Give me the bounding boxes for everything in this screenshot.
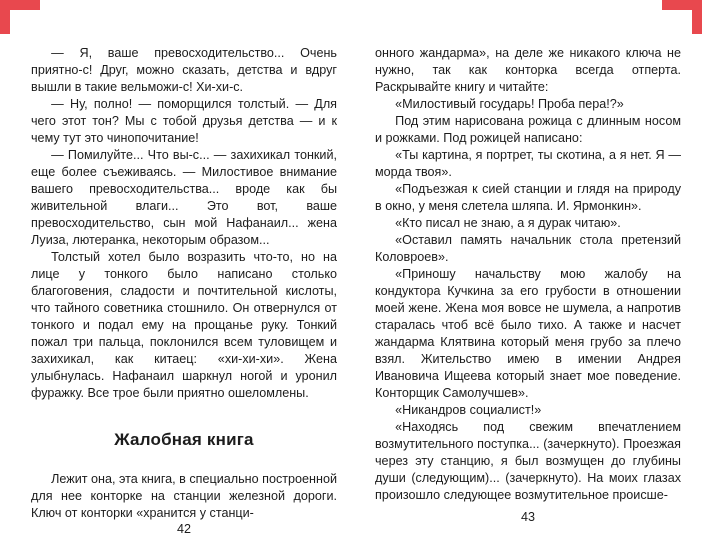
paragraph: — Помилуйте... Что вы-с... — захихикал тонкий, еще более съеживаясь. — Милостивое внимание вашего превосходительства... вроде как бы живительной влаги... Это вот, ваше превосходительство, сын мой Нафанаил... жена Луиза, лютеранка, некоторым образом... <box>31 148 337 247</box>
paragraph: Лежит она, эта книга, в специально построенной для нее конторке на станции железной дороги. Ключ от конторки «хранится у станци- <box>31 472 337 520</box>
chapter-title: Жалобная книга <box>114 430 254 449</box>
paragraph: — Ну, полно! — поморщился толстый. — Для чего этот тон? Мы с тобой друзья детства — и к чему тут это чинопочитание! <box>31 97 337 145</box>
paragraph: «Оставил память начальник стола претензий Коловроев». <box>375 233 681 264</box>
paragraph: — Я, ваше превосходительство... Очень приятно-с! Друг, можно сказать, детства и вдруг вышли в такие вельможи-с! Хи-хи-с. <box>31 46 337 94</box>
page-content <box>31 45 337 522</box>
paragraph: «Подъезжая к сией станции и глядя на природу в окно, у меня слетела шляпа. И. Ярмонкин». <box>375 182 681 213</box>
page-content <box>375 45 681 510</box>
paragraph: «Ты картина, я портрет, ты скотина, а я нет. Я — морда твоя». <box>375 148 681 179</box>
paragraph: «Находясь под свежим впечатлением возмутительного поступка... (зачеркнуто). Проезжая через эту станцию, я был возмущен до глубины души (следующим)... (зачеркнуто). На моих глазах произошло следующее возмутительное происше- <box>375 420 681 502</box>
page-number: 42 <box>176 522 191 536</box>
paragraph: Толстый хотел было возразить что-то, но на лице у тонкого было написано столько благоговения, сладости и почтительной кислоты, что тайного советника стошнило. Он отвернулся от тонкого и подал ему на прощанье руку. Тонкий пожал три пальца, поклонился всем туловищем и захихикал, как китаец: «хи-хи-хи». Жена улыбнулась. Нафанаил шаркнул ногой и уронил фуражку. Все трое были приятно ошеломлены. <box>31 250 337 400</box>
red-corner-mark-left <box>0 0 40 34</box>
page-right <box>351 0 702 540</box>
paragraph: «Никандров социалист!» <box>395 403 542 417</box>
paragraph: онного жандарма», на деле же никакого ключа не нужно, так как конторка всегда отперта. Раскрывайте книгу и читайте: <box>375 46 681 94</box>
page-number: 43 <box>520 510 535 524</box>
paragraph: «Приношу начальству мою жалобу на кондуктора Кучкина за его грубости в отношении моей жене. Жена моя вовсе не шумела, а напротив старалась чтоб всё было тихо. А также и насчет жандарма Клятвина который меня грубо за плечо взял. Жительство имею в имении Андрея Ивановича Ищеева который знает мое поведение. Конторщик Самолучшев». <box>375 267 681 400</box>
page-left <box>0 0 351 540</box>
paragraph: «Кто писал не знаю, а я дурак читаю». <box>395 216 621 230</box>
red-corner-mark-right <box>662 0 702 34</box>
paragraph: Под этим нарисована рожица с длинным носом и рожками. Под рожицей написано: <box>375 114 681 145</box>
paragraph: «Милостивый государь! Проба пера!?» <box>395 97 624 111</box>
